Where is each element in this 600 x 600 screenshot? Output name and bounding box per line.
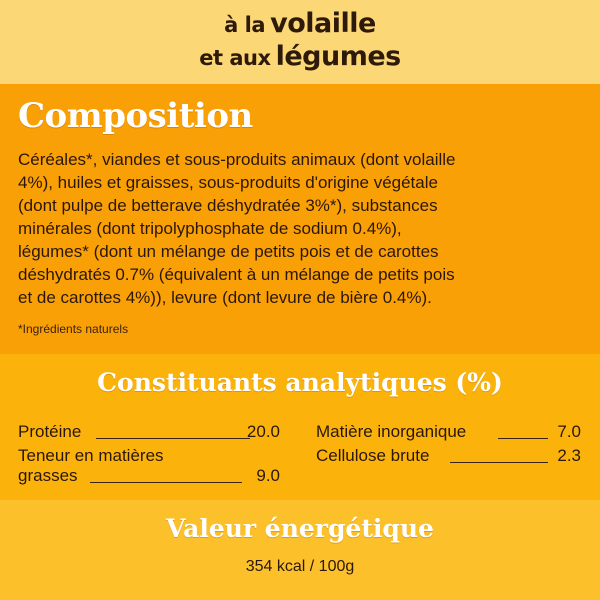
composition-footnote: *Ingrédients naturels (18, 322, 129, 336)
cellulose-value: 2.3 (557, 446, 581, 465)
grasses-label-line1: Teneur en matières (18, 446, 164, 465)
analytics-title: Constituants analytiques (%) (97, 368, 503, 397)
composition-line: minérales (dont tripolyphosphate de sodium 0.4%), (18, 219, 402, 238)
header-line2-small: et aux (199, 46, 271, 70)
grasses-value: 9.0 (256, 466, 280, 485)
inorganique-value: 7.0 (557, 422, 581, 441)
leader-line (96, 438, 250, 439)
header-line-1 (224, 9, 376, 42)
analytics-section (0, 354, 600, 500)
analytics-row-cellulose (316, 446, 581, 466)
proteine-value: 20.0 (246, 422, 280, 441)
composition-line: légumes* (dont un mélange de petits pois et de carottes (18, 242, 439, 261)
energy-value: 354 kcal / 100g (245, 558, 355, 575)
analytics-row-inorganique (316, 422, 581, 442)
header-line1-big: volaille (270, 8, 376, 39)
composition-line: déshydratés 0.7% (équivalent à un mélange de petits pois (18, 265, 455, 284)
header-line2-big: légumes (275, 41, 401, 72)
composition-title: Composition (18, 96, 253, 136)
product-variant-header (0, 0, 600, 84)
composition-line: 4%), huiles et graisses, sous-produits d'origine végétale (18, 173, 438, 192)
energy-section (0, 500, 600, 600)
composition-line: Céréales*, viandes et sous-produits animaux (dont volaille (18, 150, 456, 169)
proteine-label: Protéine (18, 422, 82, 441)
leader-line (90, 482, 242, 483)
inorganique-label: Matière inorganique (316, 422, 467, 441)
composition-text (18, 148, 588, 309)
grasses-label-line2: grasses (18, 466, 78, 485)
leader-line (498, 438, 548, 439)
leader-line (450, 462, 548, 463)
analytics-row-proteine (18, 422, 280, 442)
composition-section (0, 84, 600, 354)
composition-line: (dont pulpe de betterave déshydratée 3%*), substances (18, 196, 438, 215)
energy-title: Valeur énergétique (166, 514, 434, 543)
analytics-row-grasses (18, 446, 280, 486)
composition-line: et de carottes 4%)), levure (dont levure de bière 0.4%). (18, 288, 432, 307)
header-line1-small: à la (224, 13, 266, 37)
cellulose-label: Cellulose brute (316, 446, 430, 465)
header-line-2 (199, 42, 400, 75)
